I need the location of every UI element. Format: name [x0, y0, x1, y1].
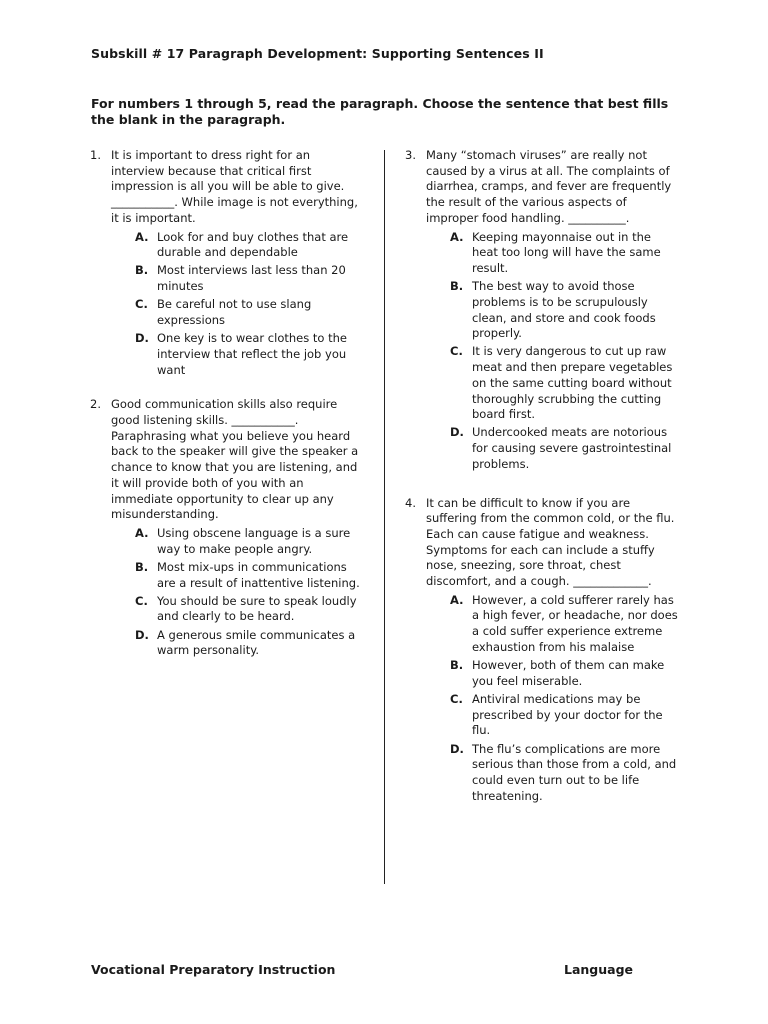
option-text: Keeping mayonnaise out in the heat too long will have the same result.	[472, 229, 661, 275]
option-letter: A.	[135, 525, 149, 540]
footer-course-name: Vocational Preparatory Instruction	[91, 962, 336, 977]
option-letter: D.	[450, 425, 464, 440]
option-a	[135, 230, 365, 261]
option-letter: A.	[450, 229, 464, 244]
option-letter: B.	[135, 559, 149, 574]
question-number: 4.	[405, 495, 416, 510]
option-text: Most interviews last less than 20 minutes	[157, 263, 346, 294]
option-text: However, both of them can make you feel miserable.	[472, 658, 665, 688]
option-letter: C.	[135, 297, 148, 312]
option-text: Look for and buy clothes that are durable and dependable	[157, 229, 349, 260]
option-letter: C.	[450, 344, 463, 359]
option-text: It is very dangerous to cut up raw meat and then prepare vegetables on the same cutting board without thoroughly scrubbing the cutting board first.	[472, 344, 673, 422]
option-text: Undercooked meats are notorious for causing severe gastrointestinal problems.	[472, 425, 672, 471]
question-text: Many “stomach viruses” are really not caused by a virus at all. The complaints of diarrhea, cramps, and fever are frequently the result of the various aspects of improper food handling. __________.	[426, 148, 672, 225]
option-a	[135, 526, 365, 557]
question-number: 2.	[90, 397, 101, 412]
question-3	[405, 148, 680, 473]
option-text: Most mix-ups in communications are a result of inattentive listening.	[157, 559, 360, 590]
option-text: The flu’s complications are more serious than those from a cold, and could even turn out to be life threatening.	[472, 741, 677, 803]
option-text: Be careful not to use slang expressions	[157, 297, 312, 328]
option-d	[450, 425, 680, 472]
option-a	[450, 230, 680, 277]
option-text: You should be sure to speak loudly and clearly to be heard.	[157, 593, 357, 624]
option-c	[450, 692, 680, 739]
option-list	[111, 526, 365, 659]
option-letter: C.	[135, 593, 148, 608]
option-text: A generous smile communicates a warm personality.	[157, 627, 356, 658]
option-text: The best way to avoid those problems is to be scrupulously clean, and store and cook foods properly.	[472, 279, 656, 341]
option-text: Using obscene language is a sure way to make people angry.	[157, 525, 351, 556]
option-text: However, a cold sufferer rarely has a high fever, or headache, nor does a cold suffer experience extreme exhaustion from his malaise	[472, 592, 678, 654]
column-divider	[384, 150, 385, 884]
page-title: Subskill # 17 Paragraph Development: Supporting Sentences II	[91, 46, 544, 61]
footer-subject: Language	[564, 962, 634, 977]
option-d	[135, 331, 365, 378]
option-letter: B.	[450, 279, 464, 294]
option-c	[135, 297, 365, 328]
question-1	[90, 148, 365, 378]
option-list	[426, 593, 680, 805]
option-list	[426, 230, 680, 473]
question-text: It is important to dress right for an interview because that critical first impression is all you will be able to give. ___________. While image is not everything, it is important.	[111, 148, 358, 225]
instructions: For numbers 1 through 5, read the paragraph. Choose the sentence that best fills the blank in the paragraph.	[91, 96, 669, 127]
option-letter: D.	[135, 627, 149, 642]
question-text: It can be difficult to know if you are suffering from the common cold, or the flu. Each can cause fatigue and weakness. Symptoms for each can include a stuffy nose, sneezing, sore throat, chest discomfort, and a cough. _____________.	[426, 495, 675, 589]
option-a	[450, 593, 680, 656]
option-letter: D.	[135, 331, 149, 346]
option-text: Antiviral medications may be prescribed by your doctor for the flu.	[472, 692, 663, 738]
option-d	[450, 742, 680, 805]
left-column	[90, 148, 365, 662]
option-d	[135, 628, 365, 659]
option-b	[135, 263, 365, 294]
option-b	[450, 658, 680, 689]
option-c	[450, 344, 680, 423]
option-list	[111, 230, 365, 379]
question-text: Good communication skills also require good listening skills. ___________. Paraphrasing what you believe you heard back to the speaker will give the speaker a chance to know that you are listening, and it will provide both of you with an immediate opportunity to clear up any misunderstanding.	[111, 397, 359, 522]
option-b	[450, 279, 680, 342]
option-letter: B.	[450, 658, 464, 673]
option-b	[135, 560, 365, 591]
question-number: 3.	[405, 148, 416, 162]
option-letter: C.	[450, 692, 463, 706]
option-letter: D.	[450, 741, 464, 756]
option-letter: A.	[135, 229, 149, 244]
option-letter: A.	[450, 592, 464, 607]
option-text: One key is to wear clothes to the interview that reflect the job you want	[157, 331, 347, 377]
question-4	[405, 496, 680, 805]
right-column	[405, 148, 680, 807]
option-c	[135, 594, 365, 625]
question-2	[90, 397, 365, 659]
question-number: 1.	[90, 148, 101, 162]
option-letter: B.	[135, 263, 149, 278]
